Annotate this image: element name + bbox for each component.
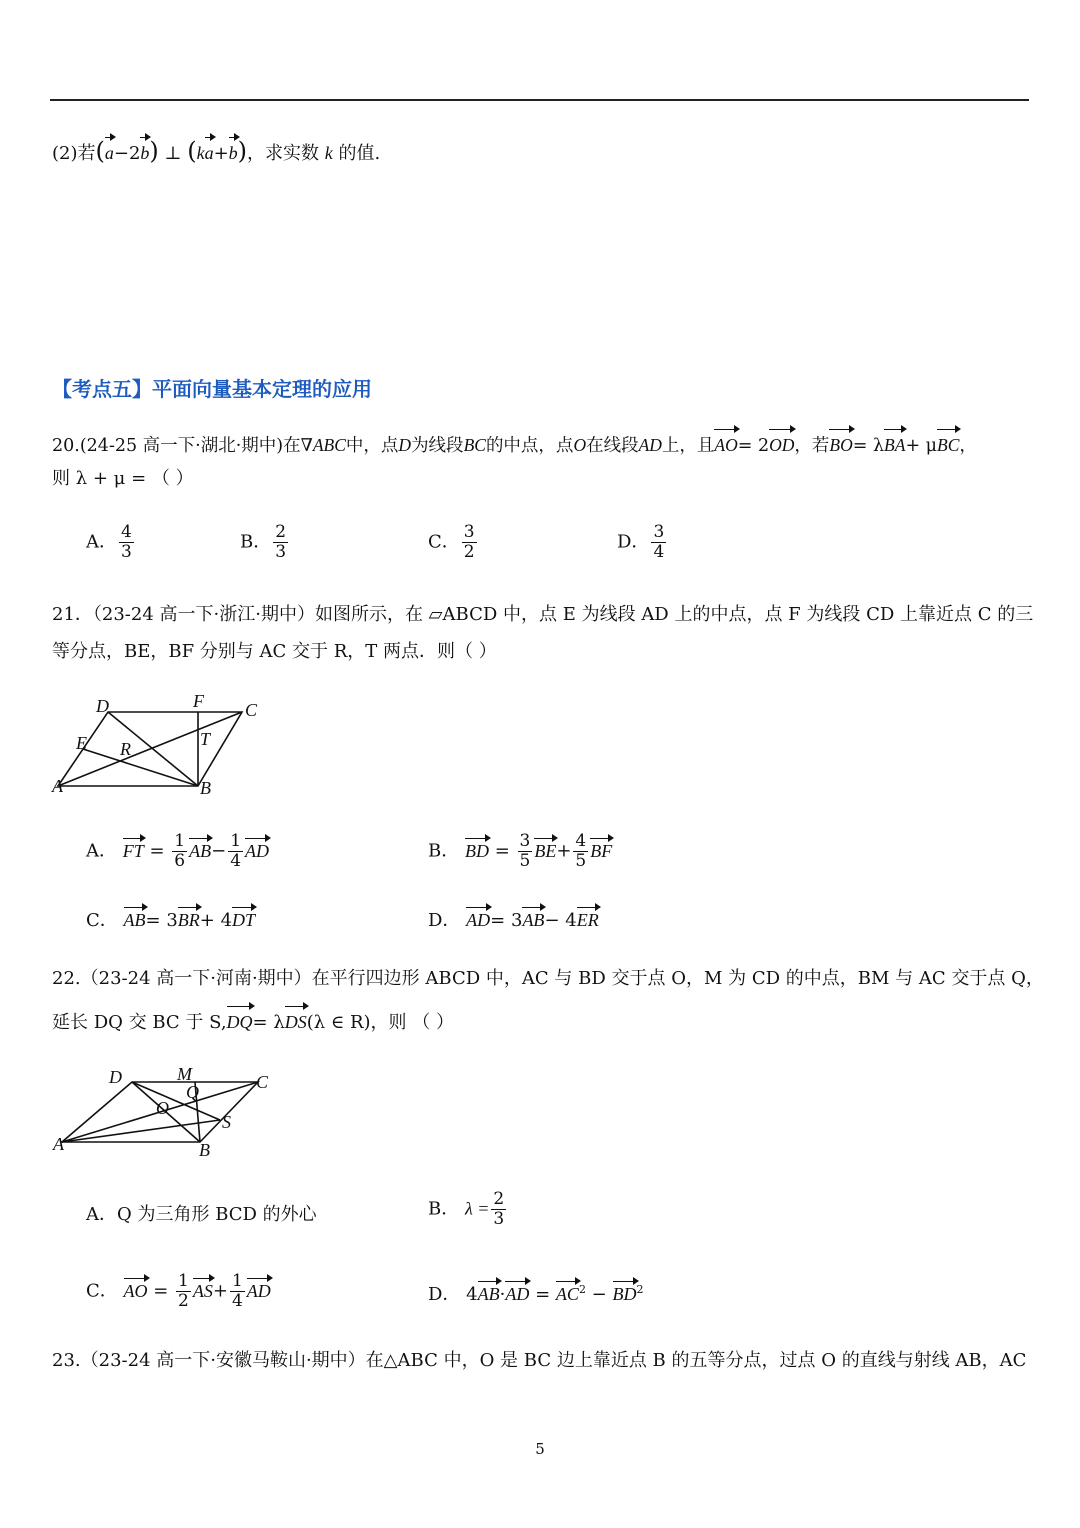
exponent: 2 xyxy=(578,1283,586,1296)
section-heading: 【考点五】平面向量基本定理的应用 xyxy=(52,377,372,401)
text: 的中点，点 xyxy=(485,436,574,456)
vec-a: a xyxy=(205,136,214,166)
q21-parallelogram-figure xyxy=(40,688,280,803)
fig-label-r: R xyxy=(120,739,131,759)
vector: AD xyxy=(247,1277,271,1302)
text: 的值. xyxy=(338,143,381,164)
text: ，若 xyxy=(794,436,830,456)
fraction xyxy=(273,523,288,562)
denominator: 5 xyxy=(575,851,587,871)
q23-line1: 23.（23-24 高一下·安徽马鞍山·期中）在△ABC 中，O 是 BC 边上靠近点 B 的五等分点，过点 O 的直线与射线 AB，AC xyxy=(52,1350,1027,1371)
exponent: 2 xyxy=(636,1283,644,1296)
vector: AB xyxy=(189,837,211,862)
numerator: 1 xyxy=(231,1271,243,1291)
fig-label-q: Q xyxy=(186,1082,199,1102)
option-text: Q 为三角形 BCD 的外心 xyxy=(117,1204,317,1225)
fraction xyxy=(119,523,134,562)
fraction xyxy=(172,832,187,871)
q-source: (24-25 高一下·湖北·期中) xyxy=(79,436,284,456)
q21-option-c[interactable] xyxy=(86,906,255,932)
vector: BD xyxy=(613,1280,637,1305)
fig-label-d: D xyxy=(109,1067,122,1087)
vector: DT xyxy=(232,906,255,931)
q20-line2: 则 λ + μ = （ ） xyxy=(52,468,194,489)
q-number: 20. xyxy=(52,436,80,456)
fig-label-d: D xyxy=(96,696,109,716)
option-label: C． xyxy=(86,910,118,931)
vector: BD xyxy=(465,837,489,862)
part2-label: (2)若 xyxy=(52,143,96,164)
text: ， xyxy=(959,436,977,456)
option-label: A． xyxy=(86,840,117,862)
vector: AD xyxy=(245,837,269,862)
math: 4 xyxy=(466,1284,478,1305)
text: 延长 DQ 交 BC 于 S, xyxy=(52,1012,227,1033)
option-label: D． xyxy=(428,1284,461,1305)
op: + xyxy=(213,143,229,164)
q21-option-b[interactable]: B． BD = $\frac{3}{5}$ BE+ $\frac{4}{5}$ BF xyxy=(428,831,613,871)
op: · xyxy=(499,1284,506,1305)
op: + xyxy=(212,1280,228,1302)
denominator: 6 xyxy=(174,851,186,871)
vector: DS xyxy=(285,1005,307,1035)
denominator: 4 xyxy=(231,1291,243,1311)
op: − xyxy=(591,1284,607,1305)
vector: OD xyxy=(769,428,794,458)
q20-option-a[interactable] xyxy=(86,523,136,562)
fraction xyxy=(230,1272,245,1311)
vector: FT xyxy=(123,837,144,862)
math: = 2 xyxy=(737,436,770,456)
denominator: 4 xyxy=(653,542,665,562)
vector: BA xyxy=(884,428,905,458)
vector: AB xyxy=(522,906,544,931)
fig-label-e: E xyxy=(76,733,87,753)
option-label: C． xyxy=(428,531,460,553)
vector: AC xyxy=(556,1280,579,1305)
op: = xyxy=(535,1284,551,1305)
header-rule xyxy=(50,99,1029,101)
fig-label-b: B xyxy=(200,778,211,798)
part2-line: (2)若(a−2b) ⊥ (ka+b)，求实数 k 的值. xyxy=(52,137,381,165)
numerator: 2 xyxy=(493,1189,505,1209)
q21-option-d[interactable] xyxy=(428,906,599,932)
op: = λ xyxy=(252,1012,285,1033)
fig-label-c: C xyxy=(256,1072,269,1092)
text: 上，且 xyxy=(661,436,715,456)
op: − xyxy=(211,840,227,862)
denominator: 5 xyxy=(519,851,531,871)
math: ∇ABC xyxy=(300,435,346,455)
denominator: 3 xyxy=(275,542,287,562)
vector: AO xyxy=(124,1277,148,1302)
fig-label-o: O xyxy=(156,1098,169,1118)
perp-symbol: ⊥ xyxy=(164,143,182,164)
option-label: D． xyxy=(428,910,461,931)
denominator: 2 xyxy=(463,542,475,562)
numerator: 1 xyxy=(178,1271,189,1291)
vector: AD xyxy=(466,906,490,931)
text: 在线段 xyxy=(586,436,639,456)
fig-label-s: S xyxy=(222,1112,231,1132)
fraction xyxy=(651,523,666,562)
op: − 4 xyxy=(544,910,577,931)
vector: BC xyxy=(937,428,959,458)
option-label: A． xyxy=(86,1204,117,1225)
q22-option-a[interactable] xyxy=(86,1200,317,1226)
vec-b: b xyxy=(140,136,149,166)
vector: AB xyxy=(478,1280,500,1305)
vec-b: b xyxy=(229,136,238,166)
op: −2 xyxy=(113,143,141,164)
text: (λ ∈ R)，则 （ ） xyxy=(306,1012,454,1033)
op: + xyxy=(556,840,572,862)
option-label: B． xyxy=(428,840,460,862)
vec-a: a xyxy=(105,136,114,166)
math: BC xyxy=(463,435,486,455)
vector: AD xyxy=(505,1280,529,1305)
option-label: C． xyxy=(86,1280,118,1302)
fig-label-c: C xyxy=(245,700,258,720)
vector: AS xyxy=(193,1277,213,1302)
op: = 3 xyxy=(145,910,178,931)
page-number: 5 xyxy=(535,1440,545,1458)
vector: DQ xyxy=(227,1005,253,1035)
vector: BR xyxy=(178,906,200,931)
denominator: 3 xyxy=(493,1209,505,1229)
numerator: 4 xyxy=(575,831,587,851)
fig-label-f: F xyxy=(193,691,204,711)
vector: BF xyxy=(590,837,612,862)
text: 在 xyxy=(283,436,301,456)
q21-line1: 21．（23-24 高一下·浙江·期中）如图所示，在 ▱ABCD 中，点 E 为线段 AD 上的中点，点 F 为线段 CD 上靠近点 C 的三 xyxy=(52,604,1034,625)
q20-line1 xyxy=(52,428,977,459)
numerator: 4 xyxy=(121,522,132,542)
math: λ = xyxy=(464,1198,490,1219)
option-label: B． xyxy=(240,531,272,553)
q21-line2: 等分点，BE，BF 分别与 AC 交于 R，T 两点．则（ ） xyxy=(52,641,497,662)
fig-label-m: M xyxy=(177,1064,192,1084)
math: O xyxy=(573,435,587,455)
fig-label-b: B xyxy=(199,1140,210,1160)
option-label: B． xyxy=(428,1198,460,1220)
fraction xyxy=(176,1272,191,1311)
q22-parallelogram-figure xyxy=(40,1058,290,1166)
q20-option-d[interactable] xyxy=(617,523,668,562)
text: ，求实数 xyxy=(247,143,320,164)
denominator: 4 xyxy=(230,851,242,871)
fraction xyxy=(228,832,243,871)
numerator: 1 xyxy=(174,831,186,851)
q22-option-c[interactable]: C． AO = $\frac{1}{2}$ AS+ $\frac{1}{4}$ AD xyxy=(86,1271,271,1311)
fig-label-t: T xyxy=(200,729,211,749)
numerator: 3 xyxy=(463,522,475,542)
fraction xyxy=(518,832,533,871)
vector: BO xyxy=(829,428,852,458)
q21-option-a[interactable]: A． FT = $\frac{1}{6}$ AB− $\frac{1}{4}$ AD xyxy=(86,831,270,871)
fraction xyxy=(491,1190,506,1229)
fraction xyxy=(462,523,477,562)
q20-option-b[interactable] xyxy=(240,523,290,562)
fig-label-a: A xyxy=(53,1134,64,1154)
denominator: 2 xyxy=(178,1291,189,1311)
text: 为线段 xyxy=(411,436,464,456)
k-var: k xyxy=(324,143,333,163)
text: 中，点 xyxy=(345,436,399,456)
math: = λ xyxy=(852,436,885,456)
fraction xyxy=(573,832,588,871)
numerator: 1 xyxy=(230,831,242,851)
math: + μ xyxy=(905,436,938,456)
q22-line1: 22.（23-24 高一下·河南·期中）在平行四边形 ABCD 中，AC 与 BD 交于点 O，M 为 CD 的中点，BM 与 AC 交于点 Q， xyxy=(52,968,1044,989)
numerator: 3 xyxy=(653,522,665,542)
math: D xyxy=(398,435,412,455)
vector: ER xyxy=(577,906,599,931)
op: = 3 xyxy=(490,910,523,931)
q22-line2 xyxy=(52,1005,454,1036)
denominator: 3 xyxy=(121,542,132,562)
q20-option-c[interactable] xyxy=(428,523,479,562)
vector: AO xyxy=(714,428,737,458)
k-var: k xyxy=(196,143,205,163)
numerator: 2 xyxy=(275,522,287,542)
option-label: D． xyxy=(617,531,650,553)
math: AD xyxy=(638,435,662,455)
vector: BE xyxy=(534,837,556,862)
option-label: A． xyxy=(86,531,117,553)
vector: AB xyxy=(124,906,146,931)
op: + 4 xyxy=(199,910,233,931)
fig-label-a: A xyxy=(52,776,63,796)
numerator: 3 xyxy=(519,831,531,851)
q22-option-d[interactable] xyxy=(428,1280,644,1306)
q22-option-b[interactable] xyxy=(428,1190,508,1229)
